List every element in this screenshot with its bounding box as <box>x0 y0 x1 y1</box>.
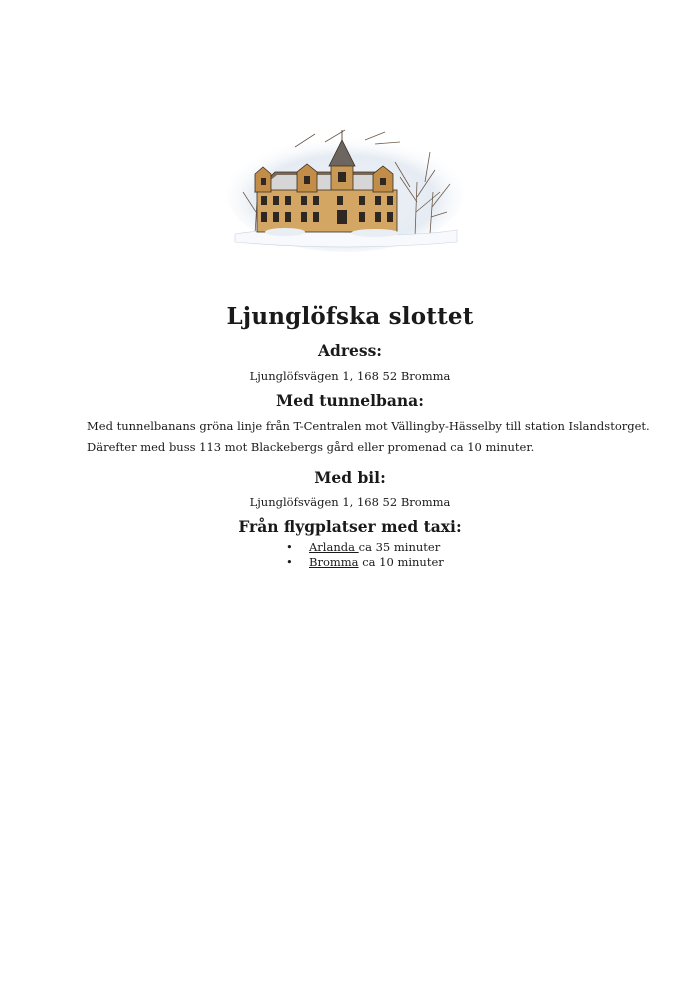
arlanda-link[interactable]: Arlanda <box>309 540 359 554</box>
bromma-link[interactable]: Bromma <box>309 555 359 569</box>
metro-directions <box>87 416 650 458</box>
bullet: • <box>286 540 293 554</box>
taxi-heading: Från flygplatser med taxi: <box>238 517 462 536</box>
metro-line-2: Därefter med buss 113 mot Blackebergs gård eller promenad ca 10 minuter. <box>87 440 535 454</box>
car-heading: Med bil: <box>314 468 386 487</box>
list-item-bromma <box>286 555 444 570</box>
car-text: Ljunglöfsvägen 1, 168 52 Bromma <box>249 495 451 509</box>
metro-line-1: Med tunnelbanans gröna linje från T-Centralen mot Vällingby-Hässelby till station Islandstorget. <box>87 419 650 433</box>
bromma-time: ca 10 minuter <box>358 555 444 569</box>
address-text: Ljunglöfsvägen 1, 168 52 Bromma <box>249 369 451 383</box>
bullet: • <box>286 555 293 569</box>
arlanda-time: ca 35 minuter <box>358 540 441 554</box>
address-heading: Adress: <box>317 341 383 360</box>
taxi-list <box>286 540 444 570</box>
metro-heading: Med tunnelbana: <box>276 391 424 410</box>
page-title: Ljunglöfska slottet <box>226 303 474 330</box>
list-item-arlanda <box>286 540 444 555</box>
castle-illustration <box>225 122 465 254</box>
